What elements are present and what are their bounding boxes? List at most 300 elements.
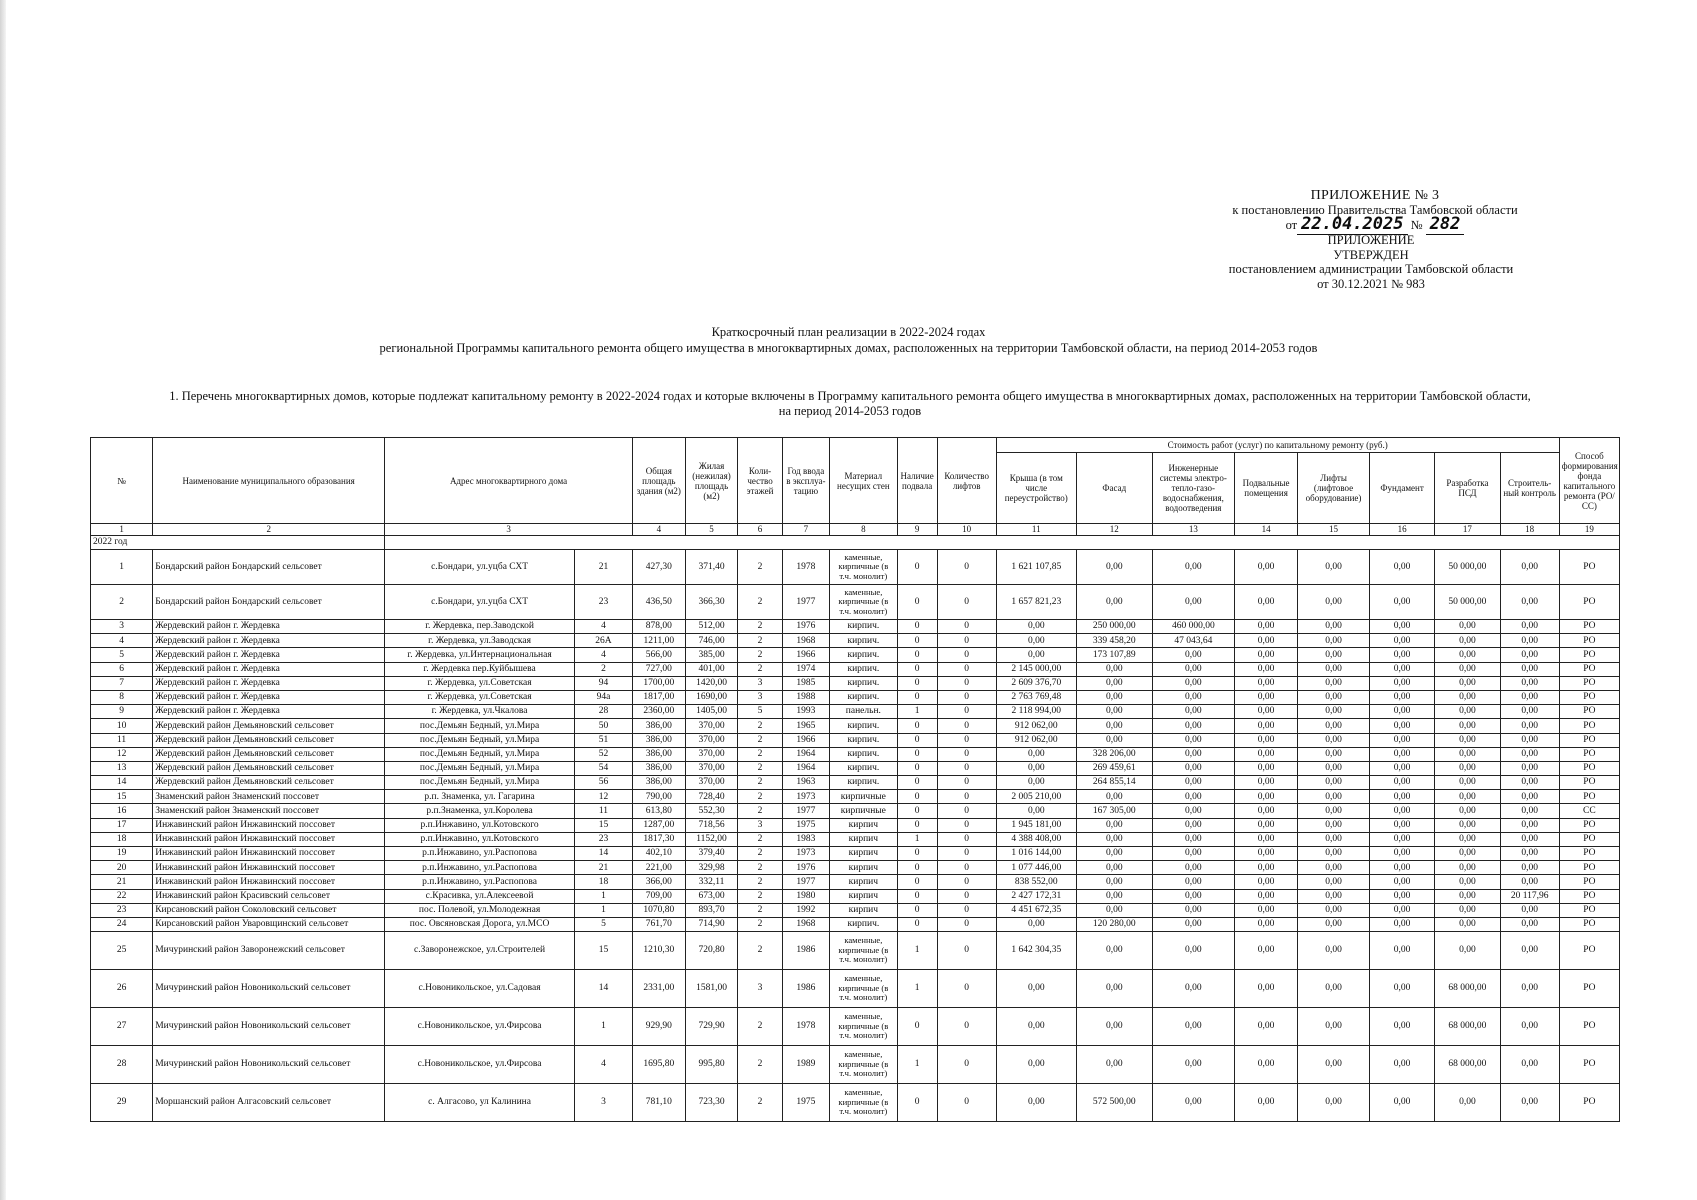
floors-cell: 3: [738, 818, 782, 832]
basement-cell: 0: [897, 719, 937, 733]
total-area-cell: 613,80: [632, 804, 685, 818]
address-cell: р.п. Знаменка, ул. Гагарина: [385, 790, 575, 804]
facade-cost-cell: 0,00: [1076, 705, 1152, 719]
year-cell: 1964: [782, 761, 829, 775]
row-number: 29: [91, 1084, 153, 1122]
table-row: [91, 1046, 1620, 1084]
table-row: [91, 861, 1620, 875]
date-prefix: от: [1285, 218, 1298, 232]
facade-cost-cell: 0,00: [1076, 550, 1152, 585]
row-number: 28: [91, 1046, 153, 1084]
year-cell: 1986: [782, 932, 829, 970]
appendix-to: к постановлению Правительства Тамбовской области: [1232, 203, 1518, 217]
living-area-cell: 370,00: [685, 776, 738, 790]
roof-cost-cell: 1 621 107,85: [996, 550, 1076, 585]
lifts-count-cell: 0: [937, 550, 996, 585]
municipality-cell: Инжавинский район Инжавинский поссовет: [153, 875, 385, 889]
fund-method-cell: РО: [1559, 648, 1619, 662]
lifts-count-cell: 0: [937, 917, 996, 931]
lifts-count-cell: 0: [937, 889, 996, 903]
appendix-header: [1210, 189, 1540, 232]
number-prefix: №: [1410, 218, 1423, 232]
psd-cost-cell: 0,00: [1435, 648, 1500, 662]
basement-rooms-cost-cell: 0,00: [1234, 733, 1297, 747]
lifts-count-cell: 0: [937, 747, 996, 761]
fund-method-cell: РО: [1559, 550, 1619, 585]
wall-material-cell: каменные, кирпичные (в т.ч. монолит): [830, 932, 897, 970]
living-area-cell: 379,40: [685, 847, 738, 861]
engineering-cost-cell: 0,00: [1152, 676, 1234, 690]
psd-cost-cell: 0,00: [1435, 761, 1500, 775]
basement-cell: 0: [897, 917, 937, 931]
psd-cost-cell: 0,00: [1435, 804, 1500, 818]
table-row: [91, 776, 1620, 790]
roof-cost-cell: 2 609 376,70: [996, 676, 1076, 690]
table-row: [91, 662, 1620, 676]
table-row: [91, 847, 1620, 861]
house-number-cell: 23: [574, 585, 632, 620]
municipality-cell: Кирсановский район Уваровщинский сельсовет: [153, 917, 385, 931]
fund-method-cell: РО: [1559, 790, 1619, 804]
house-number-cell: 18: [574, 875, 632, 889]
house-number-cell: 1: [574, 889, 632, 903]
lifts-count-cell: 0: [937, 804, 996, 818]
floors-cell: 2: [738, 1084, 782, 1122]
year-cell: 1977: [782, 875, 829, 889]
year-label: 2022 год: [91, 536, 385, 550]
control-cost-cell: 0,00: [1500, 747, 1559, 761]
basement-cell: 0: [897, 903, 937, 917]
municipality-cell: Жердевский район Демьяновский сельсовет: [153, 747, 385, 761]
year-cell: 1968: [782, 634, 829, 648]
basement-cell: 0: [897, 747, 937, 761]
row-number: 13: [91, 761, 153, 775]
total-area-cell: 386,00: [632, 776, 685, 790]
engineering-cost-cell: 0,00: [1152, 889, 1234, 903]
basement-rooms-cost-cell: 0,00: [1234, 970, 1297, 1008]
total-area-cell: 386,00: [632, 733, 685, 747]
basement-rooms-cost-cell: 0,00: [1234, 790, 1297, 804]
foundation-cost-cell: 0,00: [1369, 1084, 1434, 1122]
handwritten-date: 22.04.2025: [1297, 214, 1407, 235]
column-number: 5: [685, 524, 738, 536]
row-number: 26: [91, 970, 153, 1008]
living-area-cell: 512,00: [685, 620, 738, 634]
foundation-cost-cell: 0,00: [1369, 847, 1434, 861]
wall-material-cell: каменные, кирпичные (в т.ч. монолит): [830, 585, 897, 620]
roof-cost-cell: 0,00: [996, 804, 1076, 818]
roof-cost-cell: 1 016 144,00: [996, 847, 1076, 861]
fund-method-cell: РО: [1559, 719, 1619, 733]
living-area-cell: 723,30: [685, 1084, 738, 1122]
lifts-count-cell: 0: [937, 776, 996, 790]
scan-edge: [0, 0, 6, 1200]
house-number-cell: 52: [574, 747, 632, 761]
engineering-cost-cell: 460 000,00: [1152, 620, 1234, 634]
header-lifts: Количество лифтов: [937, 438, 996, 524]
house-number-cell: 94: [574, 676, 632, 690]
address-cell: пос. Полевой, ул.Молодежная: [385, 903, 575, 917]
lifts-cost-cell: 0,00: [1298, 733, 1370, 747]
living-area-cell: 1152,00: [685, 832, 738, 846]
engineering-cost-cell: 0,00: [1152, 832, 1234, 846]
column-number: 16: [1369, 524, 1434, 536]
table-row: [91, 1084, 1620, 1122]
roof-cost-cell: 0,00: [996, 970, 1076, 1008]
total-area-cell: 386,00: [632, 761, 685, 775]
address-cell: р.п.Инжавино, ул.Распопова: [385, 861, 575, 875]
total-area-cell: 566,00: [632, 648, 685, 662]
wall-material-cell: кирпичные: [830, 790, 897, 804]
basement-rooms-cost-cell: 0,00: [1234, 847, 1297, 861]
year-cell: 1965: [782, 719, 829, 733]
table-row: [91, 875, 1620, 889]
floors-cell: 2: [738, 875, 782, 889]
roof-cost-cell: 4 451 672,35: [996, 903, 1076, 917]
foundation-cost-cell: 0,00: [1369, 676, 1434, 690]
house-number-cell: 4: [574, 1046, 632, 1084]
lifts-count-cell: 0: [937, 903, 996, 917]
address-cell: пос.Демьян Бедный, ул.Мира: [385, 719, 575, 733]
basement-cell: 0: [897, 761, 937, 775]
municipality-cell: Жердевский район г. Жердевка: [153, 690, 385, 704]
houses-table: [90, 437, 1620, 1122]
control-cost-cell: 0,00: [1500, 550, 1559, 585]
header-basement-rooms: Подвальные помещения: [1234, 453, 1297, 524]
living-area-cell: 332,11: [685, 875, 738, 889]
living-area-cell: 1405,00: [685, 705, 738, 719]
fund-method-cell: РО: [1559, 690, 1619, 704]
foundation-cost-cell: 0,00: [1369, 634, 1434, 648]
engineering-cost-cell: 0,00: [1152, 648, 1234, 662]
basement-rooms-cost-cell: 0,00: [1234, 903, 1297, 917]
column-number: 4: [632, 524, 685, 536]
basement-rooms-cost-cell: 0,00: [1234, 832, 1297, 846]
psd-cost-cell: 68 000,00: [1435, 1046, 1500, 1084]
table-row: [91, 917, 1620, 931]
total-area-cell: 436,50: [632, 585, 685, 620]
roof-cost-cell: 0,00: [996, 776, 1076, 790]
total-area-cell: 929,90: [632, 1008, 685, 1046]
control-cost-cell: 0,00: [1500, 903, 1559, 917]
psd-cost-cell: 0,00: [1435, 917, 1500, 931]
table-row: [91, 705, 1620, 719]
column-number: 9: [897, 524, 937, 536]
floors-cell: 2: [738, 804, 782, 818]
header-fund: Способ формирования фонда капитального ремонта (РО/СС): [1559, 438, 1619, 524]
foundation-cost-cell: 0,00: [1369, 970, 1434, 1008]
house-number-cell: 15: [574, 818, 632, 832]
row-number: 5: [91, 648, 153, 662]
lifts-count-cell: 0: [937, 847, 996, 861]
foundation-cost-cell: 0,00: [1369, 705, 1434, 719]
row-number: 19: [91, 847, 153, 861]
municipality-cell: Инжавинский район Красивский сельсовет: [153, 889, 385, 903]
header-foundation: Фундамент: [1369, 453, 1434, 524]
engineering-cost-cell: 0,00: [1152, 733, 1234, 747]
basement-cell: 0: [897, 585, 937, 620]
lifts-cost-cell: 0,00: [1298, 861, 1370, 875]
foundation-cost-cell: 0,00: [1369, 861, 1434, 875]
municipality-cell: Жердевский район г. Жердевка: [153, 648, 385, 662]
total-area-cell: 2331,00: [632, 970, 685, 1008]
total-area-cell: 1070,80: [632, 903, 685, 917]
basement-rooms-cost-cell: 0,00: [1234, 690, 1297, 704]
floors-cell: 2: [738, 634, 782, 648]
header-wall: Материал несущих стен: [830, 438, 897, 524]
living-area-cell: 366,30: [685, 585, 738, 620]
foundation-cost-cell: 0,00: [1369, 662, 1434, 676]
facade-cost-cell: 269 459,61: [1076, 761, 1152, 775]
municipality-cell: Жердевский район Демьяновский сельсовет: [153, 776, 385, 790]
lifts-cost-cell: 0,00: [1298, 690, 1370, 704]
floors-cell: 2: [738, 1008, 782, 1046]
column-number: 13: [1152, 524, 1234, 536]
year-row-filler: [385, 536, 1620, 550]
table-row: [91, 903, 1620, 917]
year-cell: 1968: [782, 917, 829, 931]
psd-cost-cell: 0,00: [1435, 776, 1500, 790]
header-facade: Фасад: [1076, 453, 1152, 524]
living-area-cell: 673,00: [685, 889, 738, 903]
total-area-cell: 709,00: [632, 889, 685, 903]
wall-material-cell: панельн.: [830, 705, 897, 719]
total-area-cell: 1211,00: [632, 634, 685, 648]
engineering-cost-cell: 0,00: [1152, 747, 1234, 761]
table-row: [91, 719, 1620, 733]
control-cost-cell: 0,00: [1500, 917, 1559, 931]
address-cell: г. Жердевка, ул.Советская: [385, 690, 575, 704]
fund-method-cell: РО: [1559, 705, 1619, 719]
lifts-count-cell: 0: [937, 719, 996, 733]
engineering-cost-cell: 0,00: [1152, 761, 1234, 775]
lifts-cost-cell: 0,00: [1298, 662, 1370, 676]
table-row: [91, 761, 1620, 775]
total-area-cell: 790,00: [632, 790, 685, 804]
column-number: 19: [1559, 524, 1619, 536]
address-cell: р.п.Инжавино, ул.Котовского: [385, 818, 575, 832]
lifts-count-cell: 0: [937, 705, 996, 719]
column-number: 11: [996, 524, 1076, 536]
lifts-count-cell: 0: [937, 875, 996, 889]
municipality-cell: Жердевский район г. Жердевка: [153, 662, 385, 676]
section-title-line2: на период 2014-2053 годов: [778, 404, 922, 418]
living-area-cell: 746,00: [685, 634, 738, 648]
control-cost-cell: 0,00: [1500, 818, 1559, 832]
fund-method-cell: РО: [1559, 917, 1619, 931]
psd-cost-cell: 0,00: [1435, 634, 1500, 648]
year-cell: 1978: [782, 550, 829, 585]
municipality-cell: Бондарский район Бондарский сельсовет: [153, 585, 385, 620]
roof-cost-cell: 1 642 304,35: [996, 932, 1076, 970]
lifts-count-cell: 0: [937, 676, 996, 690]
fund-method-cell: РО: [1559, 847, 1619, 861]
column-number: 6: [738, 524, 782, 536]
basement-rooms-cost-cell: 0,00: [1234, 804, 1297, 818]
fund-method-cell: РО: [1559, 861, 1619, 875]
control-cost-cell: 0,00: [1500, 932, 1559, 970]
lifts-cost-cell: 0,00: [1298, 620, 1370, 634]
municipality-cell: Знаменский район Знаменский поссовет: [153, 804, 385, 818]
fund-method-cell: РО: [1559, 1084, 1619, 1122]
lifts-count-cell: 0: [937, 861, 996, 875]
floors-cell: 2: [738, 790, 782, 804]
municipality-cell: Жердевский район г. Жердевка: [153, 620, 385, 634]
fund-method-cell: РО: [1559, 1046, 1619, 1084]
wall-material-cell: кирпич: [830, 861, 897, 875]
row-number: 14: [91, 776, 153, 790]
year-cell: 1964: [782, 747, 829, 761]
lifts-cost-cell: 0,00: [1298, 832, 1370, 846]
address-cell: пос.Демьян Бедный, ул.Мира: [385, 747, 575, 761]
total-area-cell: 781,10: [632, 1084, 685, 1122]
roof-cost-cell: 912 062,00: [996, 719, 1076, 733]
basement-cell: 0: [897, 1084, 937, 1122]
floors-cell: 2: [738, 776, 782, 790]
basement-cell: 0: [897, 634, 937, 648]
year-cell: 1963: [782, 776, 829, 790]
living-area-cell: 995,80: [685, 1046, 738, 1084]
wall-material-cell: кирпичные: [830, 804, 897, 818]
roof-cost-cell: 1 077 446,00: [996, 861, 1076, 875]
basement-rooms-cost-cell: 0,00: [1234, 861, 1297, 875]
control-cost-cell: 0,00: [1500, 847, 1559, 861]
handwritten-number: 282: [1426, 214, 1465, 235]
approved-date: от 30.12.2021 № 983: [1317, 276, 1425, 291]
psd-cost-cell: 0,00: [1435, 676, 1500, 690]
lifts-cost-cell: 0,00: [1298, 676, 1370, 690]
municipality-cell: Инжавинский район Инжавинский поссовет: [153, 832, 385, 846]
wall-material-cell: каменные, кирпичные (в т.ч. монолит): [830, 550, 897, 585]
house-number-cell: 23: [574, 832, 632, 846]
municipality-cell: Мичуринский район Новоникольский сельсовет: [153, 1008, 385, 1046]
fund-method-cell: РО: [1559, 832, 1619, 846]
table-row: [91, 932, 1620, 970]
year-cell: 1985: [782, 676, 829, 690]
engineering-cost-cell: 0,00: [1152, 1008, 1234, 1046]
table-row: [91, 889, 1620, 903]
basement-cell: 0: [897, 776, 937, 790]
foundation-cost-cell: 0,00: [1369, 719, 1434, 733]
address-cell: г. Жердевка, ул.Интернациональная: [385, 648, 575, 662]
column-number: 2: [153, 524, 385, 536]
total-area-cell: 427,30: [632, 550, 685, 585]
roof-cost-cell: 0,00: [996, 1008, 1076, 1046]
header-municipality: Наименование муниципального образования: [153, 438, 385, 524]
basement-rooms-cost-cell: 0,00: [1234, 662, 1297, 676]
foundation-cost-cell: 0,00: [1369, 917, 1434, 931]
municipality-cell: Бондарский район Бондарский сельсовет: [153, 550, 385, 585]
wall-material-cell: кирпич.: [830, 776, 897, 790]
row-number: 25: [91, 932, 153, 970]
floors-cell: 2: [738, 550, 782, 585]
basement-cell: 0: [897, 690, 937, 704]
year-cell: 1975: [782, 818, 829, 832]
house-number-cell: 26А: [574, 634, 632, 648]
engineering-cost-cell: 0,00: [1152, 585, 1234, 620]
total-area-cell: 1287,00: [632, 818, 685, 832]
facade-cost-cell: 0,00: [1076, 790, 1152, 804]
table-row: [91, 1008, 1620, 1046]
facade-cost-cell: 0,00: [1076, 932, 1152, 970]
floors-cell: 2: [738, 889, 782, 903]
floors-cell: 2: [738, 1046, 782, 1084]
lifts-count-cell: 0: [937, 932, 996, 970]
row-number: 27: [91, 1008, 153, 1046]
psd-cost-cell: 0,00: [1435, 932, 1500, 970]
municipality-cell: Инжавинский район Инжавинский поссовет: [153, 818, 385, 832]
psd-cost-cell: 0,00: [1435, 1084, 1500, 1122]
living-area-cell: 371,40: [685, 550, 738, 585]
psd-cost-cell: 0,00: [1435, 705, 1500, 719]
basement-cell: 0: [897, 1008, 937, 1046]
fund-method-cell: СС: [1559, 804, 1619, 818]
control-cost-cell: 20 117,96: [1500, 889, 1559, 903]
table-row: [91, 733, 1620, 747]
lifts-count-cell: 0: [937, 818, 996, 832]
facade-cost-cell: 0,00: [1076, 832, 1152, 846]
address-cell: пос.Демьян Бедный, ул.Мира: [385, 761, 575, 775]
year-cell: 1986: [782, 970, 829, 1008]
lifts-cost-cell: 0,00: [1298, 818, 1370, 832]
psd-cost-cell: 68 000,00: [1435, 970, 1500, 1008]
floors-cell: 3: [738, 690, 782, 704]
foundation-cost-cell: 0,00: [1369, 832, 1434, 846]
facade-cost-cell: 0,00: [1076, 861, 1152, 875]
engineering-cost-cell: 0,00: [1152, 903, 1234, 917]
row-number: 8: [91, 690, 153, 704]
table-row: [91, 970, 1620, 1008]
wall-material-cell: кирпич.: [830, 662, 897, 676]
row-number: 21: [91, 875, 153, 889]
facade-cost-cell: 572 500,00: [1076, 1084, 1152, 1122]
basement-rooms-cost-cell: 0,00: [1234, 932, 1297, 970]
house-number-cell: 14: [574, 970, 632, 1008]
engineering-cost-cell: 0,00: [1152, 705, 1234, 719]
engineering-cost-cell: 0,00: [1152, 776, 1234, 790]
total-area-cell: 1695,80: [632, 1046, 685, 1084]
header-engineering: Инженерные системы электро-тепло-газо-водоснабжения, водоотведения: [1152, 453, 1234, 524]
wall-material-cell: каменные, кирпичные (в т.ч. монолит): [830, 1008, 897, 1046]
lifts-cost-cell: 0,00: [1298, 847, 1370, 861]
floors-cell: 2: [738, 847, 782, 861]
floors-cell: 2: [738, 932, 782, 970]
house-number-cell: 56: [574, 776, 632, 790]
basement-rooms-cost-cell: 0,00: [1234, 550, 1297, 585]
roof-cost-cell: 0,00: [996, 1046, 1076, 1084]
wall-material-cell: кирпич.: [830, 648, 897, 662]
lifts-count-cell: 0: [937, 970, 996, 1008]
basement-cell: 0: [897, 847, 937, 861]
lifts-cost-cell: 0,00: [1298, 804, 1370, 818]
living-area-cell: 1690,00: [685, 690, 738, 704]
total-area-cell: 2360,00: [632, 705, 685, 719]
basement-cell: 1: [897, 832, 937, 846]
row-number: 6: [91, 662, 153, 676]
engineering-cost-cell: 0,00: [1152, 790, 1234, 804]
basement-rooms-cost-cell: 0,00: [1234, 1008, 1297, 1046]
living-area-cell: 329,98: [685, 861, 738, 875]
header-address: Адрес многоквартирного дома: [385, 438, 633, 524]
control-cost-cell: 0,00: [1500, 662, 1559, 676]
foundation-cost-cell: 0,00: [1369, 733, 1434, 747]
control-cost-cell: 0,00: [1500, 875, 1559, 889]
facade-cost-cell: 250 000,00: [1076, 620, 1152, 634]
house-number-cell: 21: [574, 550, 632, 585]
wall-material-cell: кирпич.: [830, 733, 897, 747]
row-number: 4: [91, 634, 153, 648]
engineering-cost-cell: 0,00: [1152, 875, 1234, 889]
